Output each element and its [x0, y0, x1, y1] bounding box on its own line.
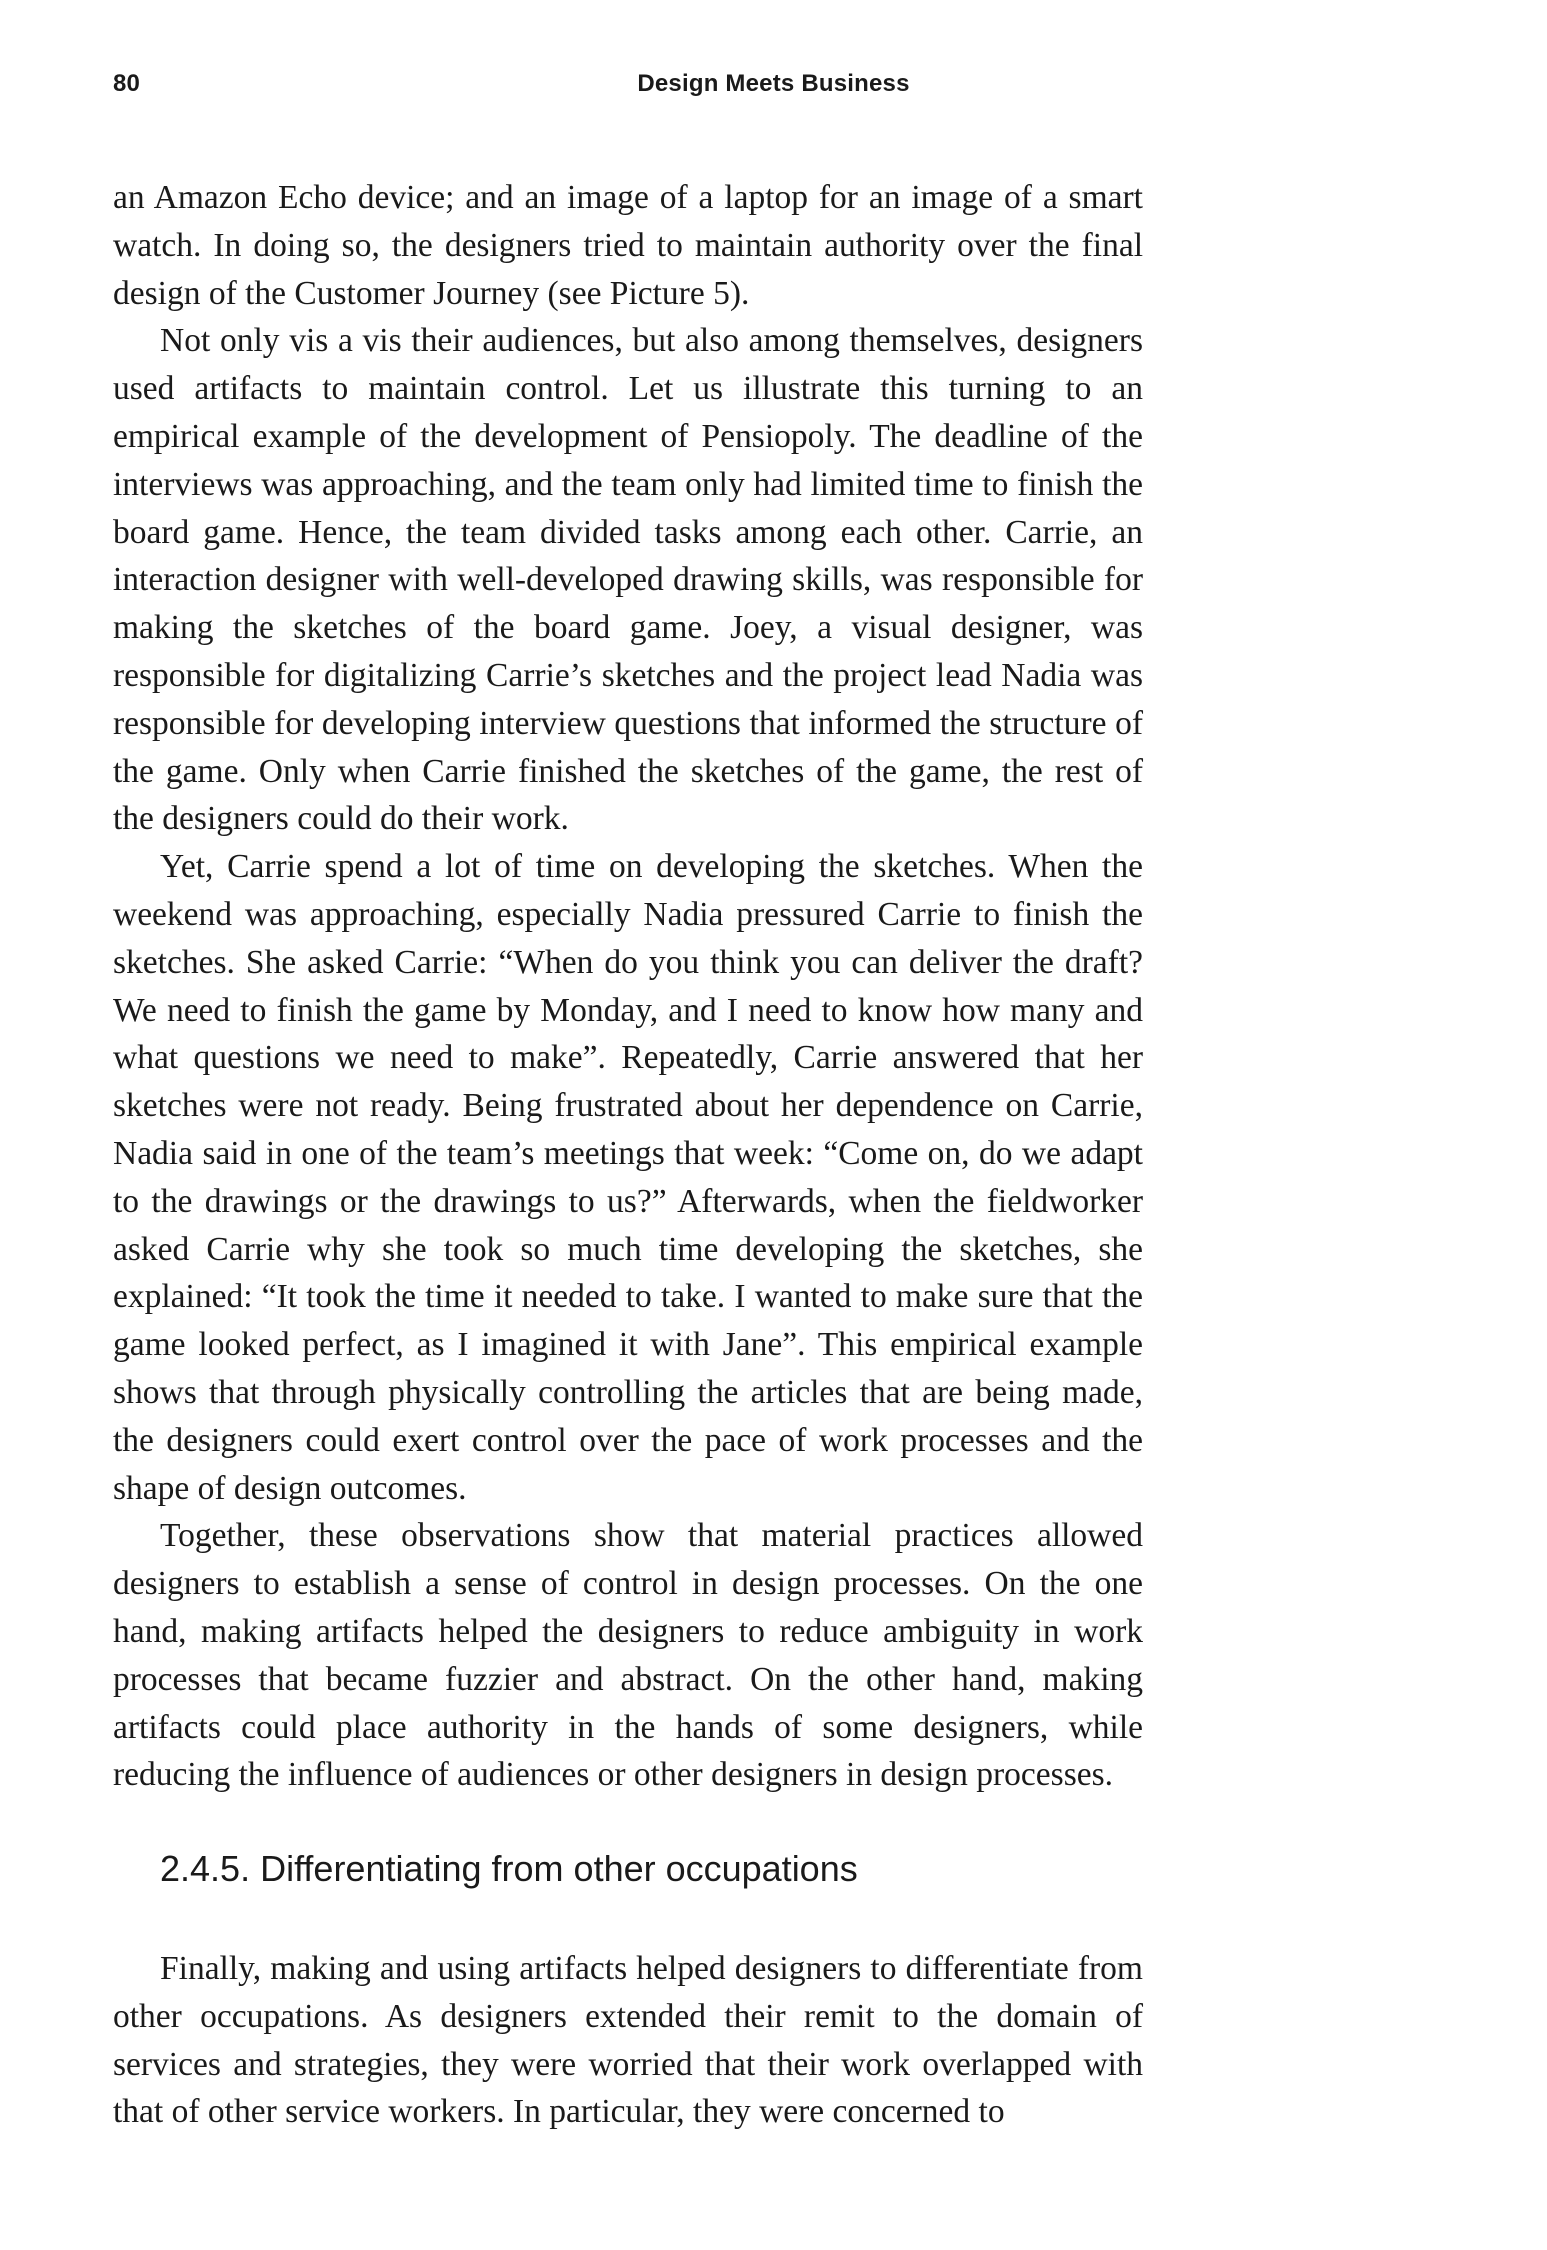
paragraph: Together, these observations show that material practices allowed designers to establish a sense of control in design processes. On the one hand, making artifacts helped the designers to reduce ambiguity in work processes that became fuzzier and abstract. On the other hand, making artifacts could place authority in the hands of some designers, while reducing the influence of audiences or other designers in design processes. [113, 1517, 1143, 1794]
body-text-bottom [113, 1945, 1143, 2136]
paragraph: Not only vis a vis their audiences, but also among themselves, designers used artifacts to maintain control. Let us illustrate this turning to an empirical example of the development of Pensiopoly. The deadline of the interviews was approaching, and the team only had limited time to finish the board game. Hence, the team divided tasks among each other. Carrie, an interaction designer with well-developed drawing skills, was responsible for making the sketches of the board game. Joey, a visual designer, was responsible for digitalizing Carrie’s sketches and the project lead Nadia was responsible for developing interview questions that informed the structure of the game. Only when Carrie finished the sketches of the game, the rest of the designers could do their work. [113, 322, 1143, 838]
running-head [113, 70, 1434, 104]
body-text-top [113, 174, 1143, 1799]
paragraph: Finally, making and using artifacts helped designers to differentiate from other occupations. As designers extended their remit to the domain of services and strategies, they were worried that their work overlapped with that of other service workers. In particular, they were concerned to [113, 1950, 1143, 2131]
paragraph-continuation: an Amazon Echo device; and an image of a laptop for an image of a smart watch. In doing so, the designers tried to maintain authority over the final design of the Customer Journey (see Picture 5). [113, 179, 1143, 312]
paragraph: Yet, Carrie spend a lot of time on developing the sketches. When the weekend was approaching, especially Nadia pressured Carrie to finish the sketches. She asked Carrie: “When do you think you can deliver the draft? We need to finish the game by Monday, and I need to know how many and what questions we need to make”. Repeatedly, Carrie answered that her sketches were not ready. Being frustrated about her dependence on Carrie, Nadia said in one of the team’s meetings that week: “Come on, do we adapt to the drawings or the drawings to us?” Afterwards, when the fieldworker asked Carrie why she took so much time developing the sketches, she explained: “It took the time it needed to take. I wanted to make sure that the game looked perfect, as I imagined it with Jane”. This empirical example shows that through physically controlling the articles that are being made, the designers could exert control over the pace of work processes and the shape of design outcomes. [113, 848, 1143, 1507]
page-number: 80 [113, 70, 141, 97]
section-heading: 2.4.5. Differentiating from other occupations [160, 1848, 858, 1889]
running-title: Design Meets Business [637, 70, 910, 97]
